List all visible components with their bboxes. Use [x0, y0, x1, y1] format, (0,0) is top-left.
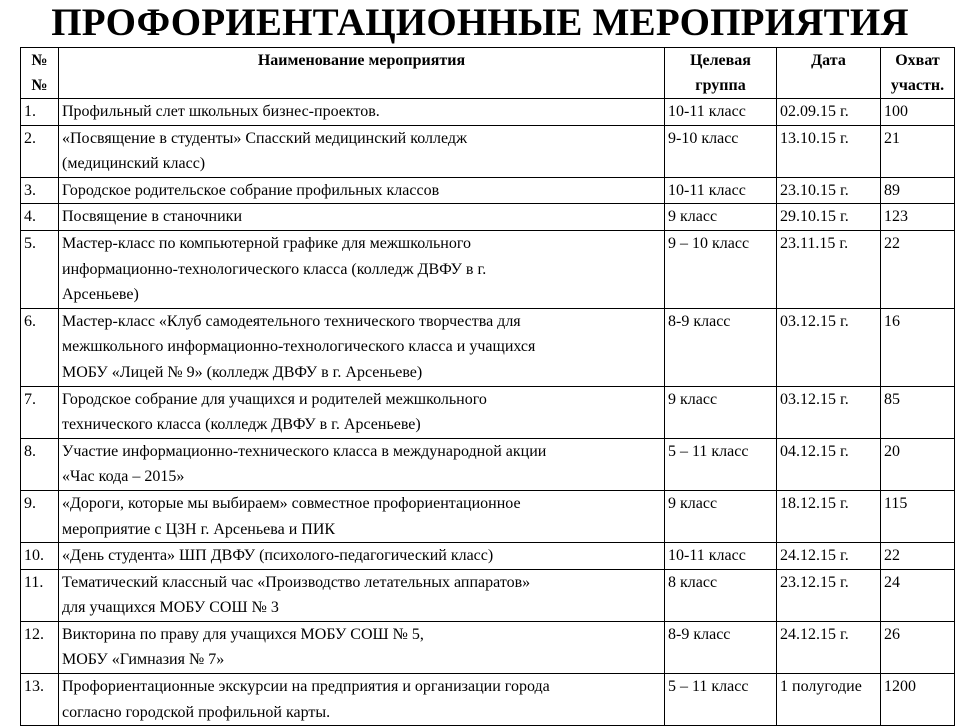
target-group: 5 – 11 класс	[665, 438, 777, 490]
event-name: Профориентационные экскурсии на предприятия и организации города согласно городской профильной карты.	[59, 674, 665, 726]
event-date: 1 полугодие	[777, 674, 881, 726]
event-name: Мастер-класс «Клуб самодеятельного технического творчества для межшкольного информационно-технологического класса и учащихся МОБУ «Лицей № 9» (колледж ДВФУ в г. Арсеньеве)	[59, 308, 665, 386]
event-date: 24.12.15 г.	[777, 543, 881, 570]
event-date: 18.12.15 г.	[777, 490, 881, 542]
participant-count: 115	[881, 490, 955, 542]
row-number: 7.	[21, 386, 59, 438]
event-date: 24.12.15 г.	[777, 621, 881, 673]
event-name: Городское родительское собрание профильных классов	[59, 177, 665, 204]
table-row	[21, 386, 955, 438]
table-row	[21, 204, 955, 231]
target-group: 10-11 класс	[665, 99, 777, 126]
event-date: 13.10.15 г.	[777, 125, 881, 177]
event-name: Викторина по праву для учащихся МОБУ СОШ № 5, МОБУ «Гимназия № 7»	[59, 621, 665, 673]
target-group: 5 – 11 класс	[665, 674, 777, 726]
events-table	[20, 47, 955, 726]
header-group: Целевая группа	[665, 48, 777, 99]
event-name: Городское собрание для учащихся и родителей межшкольного технического класса (колледж ДВФУ в г. Арсеньеве)	[59, 386, 665, 438]
event-name: «Дороги, которые мы выбираем» совместное профориентационное мероприятие с ЦЗН г. Арсеньева и ПИК	[59, 490, 665, 542]
header-count: Охват участн.	[881, 48, 955, 99]
page-title: ПРОФОРИЕНТАЦИОННЫЕ МЕРОПРИЯТИЯ	[51, 1, 909, 44]
table-row	[21, 125, 955, 177]
event-name: «День студента» ШП ДВФУ (психолого-педагогический класс)	[59, 543, 665, 570]
target-group: 9-10 класс	[665, 125, 777, 177]
header-row	[21, 48, 955, 99]
event-date: 02.09.15 г.	[777, 99, 881, 126]
participant-count: 24	[881, 569, 955, 621]
header-num: № №	[21, 48, 59, 99]
row-number: 10.	[21, 543, 59, 570]
participant-count: 85	[881, 386, 955, 438]
row-number: 2.	[21, 125, 59, 177]
table-row	[21, 490, 955, 542]
participant-count: 21	[881, 125, 955, 177]
row-number: 3.	[21, 177, 59, 204]
event-date: 23.10.15 г.	[777, 177, 881, 204]
participant-count: 22	[881, 230, 955, 308]
row-number: 6.	[21, 308, 59, 386]
table-header	[21, 48, 955, 99]
event-name: Участие информационно-технического класса в международной акции «Час кода – 2015»	[59, 438, 665, 490]
event-name: Профильный слет школьных бизнес-проектов.	[59, 99, 665, 126]
table-row	[21, 308, 955, 386]
event-date: 03.12.15 г.	[777, 308, 881, 386]
target-group: 10-11 класс	[665, 177, 777, 204]
header-name: Наименование мероприятия	[59, 48, 665, 99]
header-date: Дата	[777, 48, 881, 99]
target-group: 9 – 10 класс	[665, 230, 777, 308]
target-group: 8-9 класс	[665, 621, 777, 673]
target-group: 8 класс	[665, 569, 777, 621]
participant-count: 89	[881, 177, 955, 204]
event-date: 03.12.15 г.	[777, 386, 881, 438]
row-number: 4.	[21, 204, 59, 231]
table-row	[21, 543, 955, 570]
participant-count: 1200	[881, 674, 955, 726]
row-number: 5.	[21, 230, 59, 308]
target-group: 8-9 класс	[665, 308, 777, 386]
row-number: 8.	[21, 438, 59, 490]
target-group: 9 класс	[665, 204, 777, 231]
row-number: 1.	[21, 99, 59, 126]
event-name: «Посвящение в студенты» Спасский медицинский колледж (медицинский класс)	[59, 125, 665, 177]
event-date: 23.11.15 г.	[777, 230, 881, 308]
event-date: 23.12.15 г.	[777, 569, 881, 621]
row-number: 13.	[21, 674, 59, 726]
row-number: 12.	[21, 621, 59, 673]
participant-count: 123	[881, 204, 955, 231]
event-name: Посвящение в станочники	[59, 204, 665, 231]
table-row	[21, 230, 955, 308]
row-number: 9.	[21, 490, 59, 542]
row-number: 11.	[21, 569, 59, 621]
participant-count: 20	[881, 438, 955, 490]
table-row	[21, 569, 955, 621]
table-row	[21, 438, 955, 490]
table-row	[21, 177, 955, 204]
table-body	[21, 99, 955, 726]
table-row	[21, 621, 955, 673]
table-row	[21, 674, 955, 726]
table-row	[21, 99, 955, 126]
event-date: 04.12.15 г.	[777, 438, 881, 490]
participant-count: 22	[881, 543, 955, 570]
event-date: 29.10.15 г.	[777, 204, 881, 231]
target-group: 9 класс	[665, 386, 777, 438]
event-name: Мастер-класс по компьютерной графике для межшкольного информационно-технологического класса (колледж ДВФУ в г. Арсеньеве)	[59, 230, 665, 308]
participant-count: 26	[881, 621, 955, 673]
participant-count: 100	[881, 99, 955, 126]
target-group: 9 класс	[665, 490, 777, 542]
target-group: 10-11 класс	[665, 543, 777, 570]
participant-count: 16	[881, 308, 955, 386]
event-name: Тематический классный час «Производство летательных аппаратов» для учащихся МОБУ СОШ № 3	[59, 569, 665, 621]
